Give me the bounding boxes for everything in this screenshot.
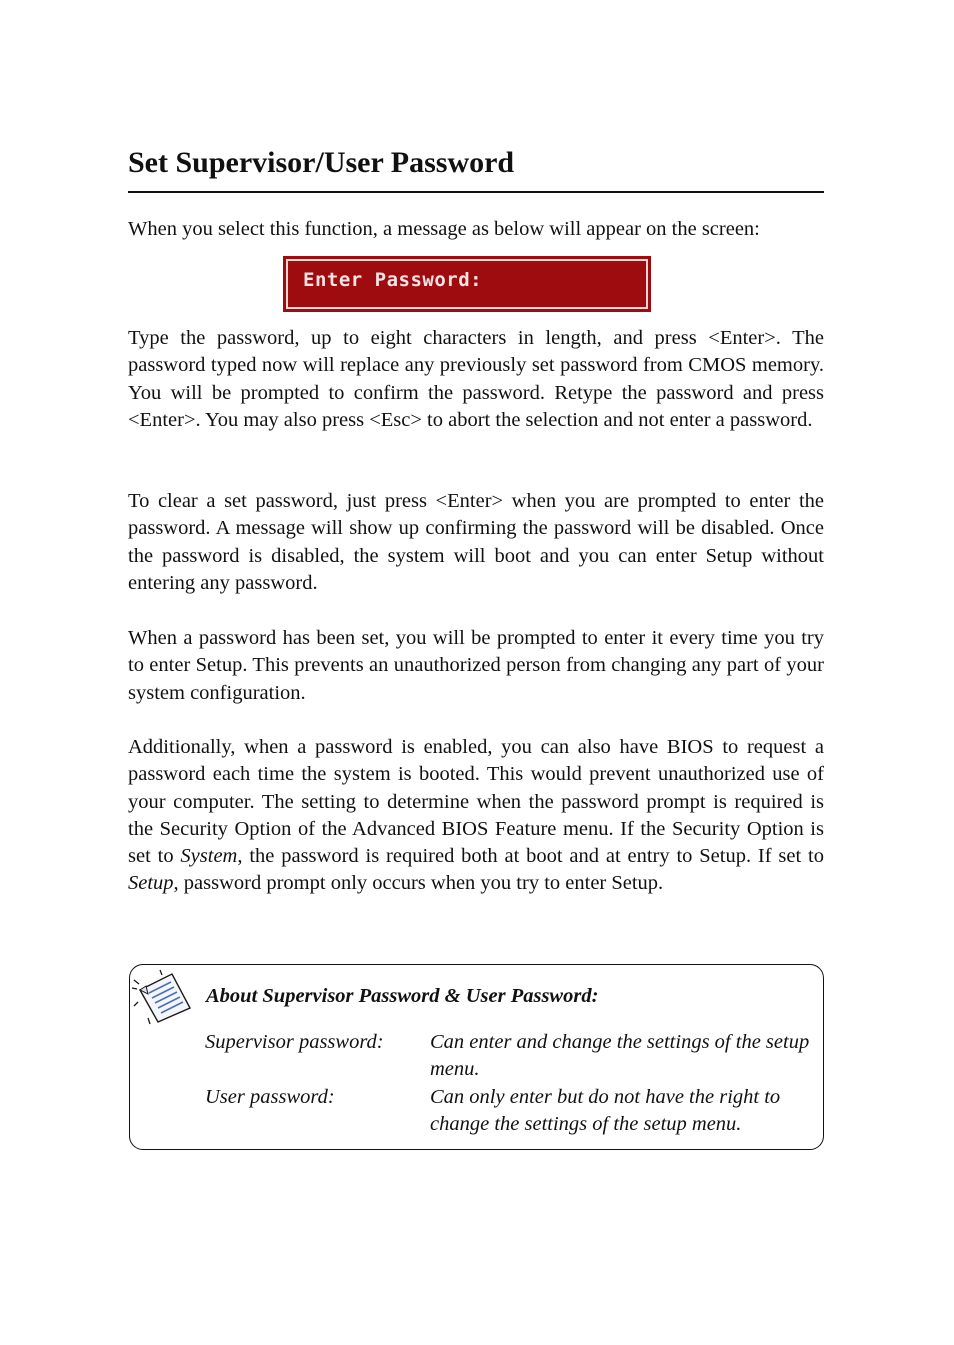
security-option-system: System — [180, 845, 238, 868]
paragraph-password-entry: Type the password, up to eight characters in length, and press <Enter>. The password typed now will replace any previously set password from CMOS memory. You will be prompted to confirm the password. Retype the password and press <Enter>. You may also press <Esc> to abort the selection and not enter a password. — [128, 327, 824, 431]
note-label-user: User password: — [205, 1086, 335, 1108]
note-paper-icon — [130, 968, 194, 1026]
security-option-setup: Setup — [128, 872, 174, 895]
security-text-part3: , password prompt only occurs when you try to enter Setup. — [173, 872, 664, 895]
note-desc-supervisor: Can enter and change the settings of the setup menu. — [430, 1031, 810, 1080]
note-desc-user: Can only enter but do not have the right to change the settings of the setup menu. — [430, 1086, 781, 1135]
security-text-part1: Additionally, when a password is enabled, you can also have BIOS to request a password each time the system is booted. This would prevent unauthorized use of your computer. The setting to determine when the password prompt is required is the Security Option of the Advanced BIOS Feature menu. If the Security Option is set to — [128, 736, 824, 868]
paragraph-password-set: When a password has been set, you will be prompted to enter it every time you try to enter Setup. This prevents an unauthorized person from changing any part of your system configuration. — [128, 627, 824, 704]
bios-prompt-text: Enter Password: — [303, 269, 483, 291]
security-text-part2: , the password is required both at boot and at entry to Setup. If set to — [237, 845, 824, 868]
note-heading: About Supervisor Password & User Password: — [206, 985, 599, 1007]
page-title: Set Supervisor/User Password — [128, 146, 515, 179]
bios-password-prompt — [283, 256, 651, 312]
paragraph-security-option — [128, 734, 824, 898]
title-divider — [128, 191, 824, 193]
intro-text: When you select this function, a message as below will appear on the screen: — [128, 218, 760, 240]
note-label-supervisor: Supervisor password: — [205, 1031, 384, 1053]
paragraph-clear-password: To clear a set password, just press <Enter> when you are prompted to enter the password. A message will show up confirming the password will be disabled. Once the password is disabled, the system will boot and you can enter Setup without entering any password. — [128, 490, 824, 594]
